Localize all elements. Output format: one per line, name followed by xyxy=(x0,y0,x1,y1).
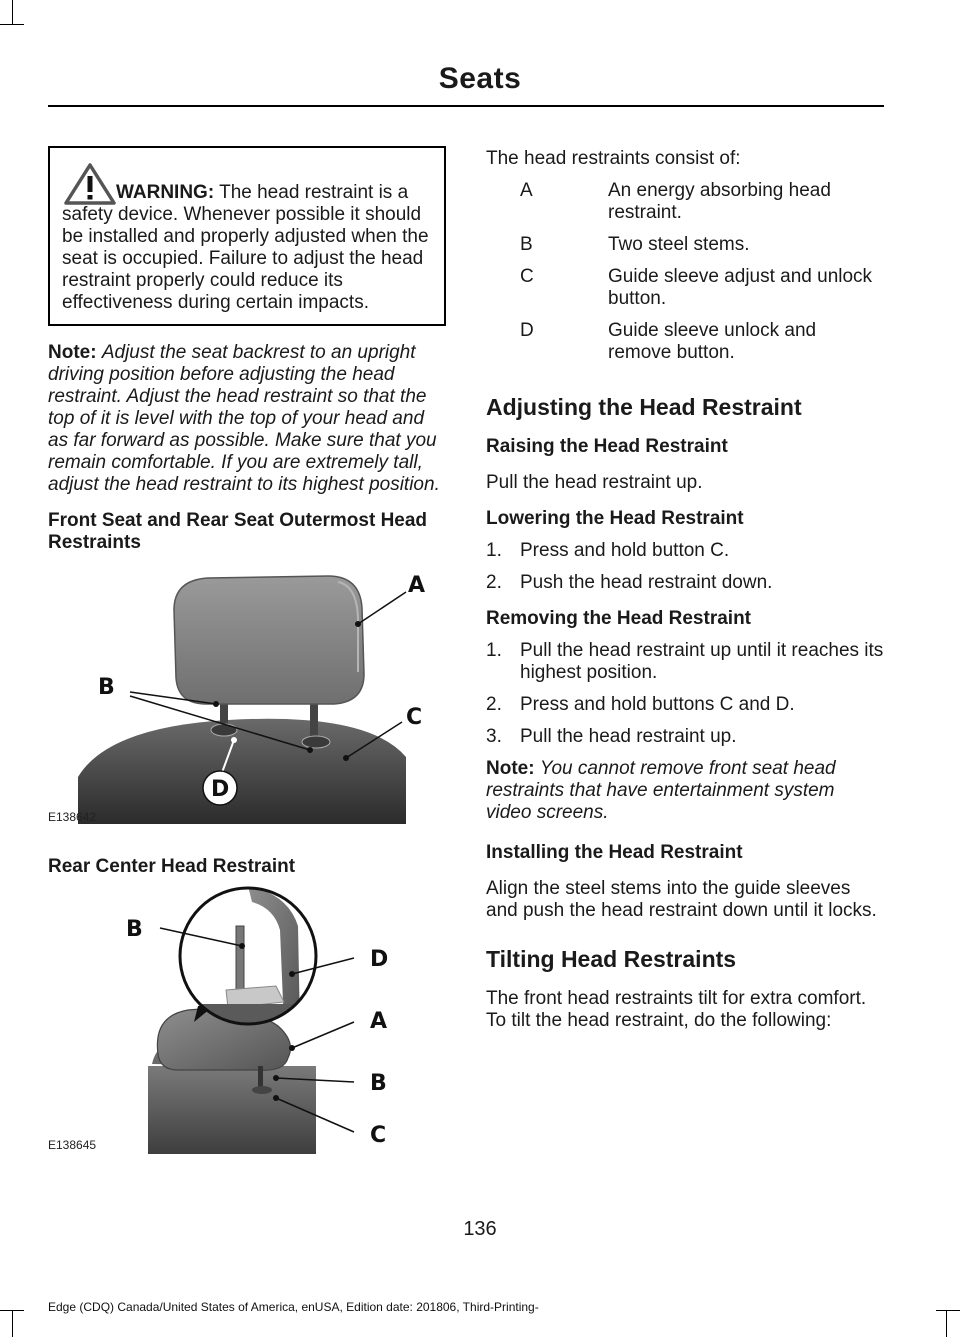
left-column xyxy=(48,146,446,1156)
crop-mark xyxy=(0,24,24,25)
note-label: Note: xyxy=(486,758,535,779)
crop-mark xyxy=(946,1310,947,1337)
definition-text: An energy absorbing head restraint. xyxy=(608,180,831,223)
page-number: 136 xyxy=(463,1218,497,1240)
title-divider xyxy=(48,105,884,107)
definition-text: Two steel stems. xyxy=(608,234,750,255)
rear-center-illustration xyxy=(48,886,446,1154)
step-item xyxy=(486,694,884,716)
definition-text: Guide sleeve adjust and unlock button. xyxy=(608,266,873,309)
note-text: You cannot remove front seat head restraints that have entertainment system video screens. xyxy=(486,758,836,823)
crop-mark xyxy=(12,0,13,24)
callout-d: D xyxy=(370,947,389,972)
definition-letter: A xyxy=(520,180,533,201)
step-number: 2. xyxy=(486,694,502,715)
tilting-text: The front head restraints tilt for extra comfort. To tilt the head restraint, do the following: xyxy=(486,988,867,1031)
step-item xyxy=(486,540,884,562)
tilting-heading: Tilting Head Restraints xyxy=(486,946,737,972)
front-head-restraint-illustration xyxy=(48,562,446,824)
figure-code: E138642 xyxy=(48,810,97,824)
note-text: Adjust the seat backrest to an upright driving position before adjusting the head restraint. Adjust the head restraint so that the top of it is level with the top of your head and as far forward as possible. Make sure that you remain comfortable. If you are extremely tall, adjust the head restraint to its highest position. xyxy=(48,342,440,495)
step-text: Pull the head restraint up until it reaches its highest position. xyxy=(520,640,884,683)
definition-text: Guide sleeve unlock and remove button. xyxy=(608,320,817,363)
warning-text: The head restraint is a safety device. Whenever possible it should be installed and properly adjusted when the seat is occupied. Failure to adjust the head restraint properly could reduce its effectiveness during certain impacts. xyxy=(62,182,429,313)
installing-text: Align the steel stems into the guide sleeves and push the head restraint down until it locks. xyxy=(486,878,877,921)
step-item xyxy=(486,572,884,594)
figure-code: E138645 xyxy=(48,1138,97,1152)
crop-mark xyxy=(0,1310,24,1311)
callout-a: A xyxy=(408,573,426,598)
consist-intro: The head restraints consist of: xyxy=(486,148,741,169)
note-seat-backrest xyxy=(48,342,446,496)
callout-c: C xyxy=(406,705,423,730)
step-item xyxy=(486,726,884,748)
lowering-heading: Lowering the Head Restraint xyxy=(486,508,744,529)
step-number: 3. xyxy=(486,726,502,747)
step-text: Press and hold buttons C and D. xyxy=(520,694,795,715)
definition-item xyxy=(486,266,884,310)
warning-triangle-icon xyxy=(64,162,116,206)
callout-b: B xyxy=(370,1071,387,1096)
crop-mark xyxy=(936,1310,960,1311)
rear-center-heading: Rear Center Head Restraint xyxy=(48,856,296,877)
definition-letter: D xyxy=(520,320,534,341)
step-number: 2. xyxy=(486,572,502,593)
footer-edition: Edge (CDQ) Canada/United States of America, enUSA, Edition date: 201806, Third-Printing- xyxy=(48,1300,539,1314)
page-title: Seats xyxy=(438,62,522,95)
installing-heading: Installing the Head Restraint xyxy=(486,842,743,863)
definition-item xyxy=(486,234,884,256)
definition-letter: B xyxy=(520,234,533,255)
callout-c: C xyxy=(370,1123,387,1148)
right-column xyxy=(486,146,884,1032)
adjusting-heading: Adjusting the Head Restraint xyxy=(486,394,802,420)
callout-b: B xyxy=(98,675,115,700)
note-video-screens xyxy=(486,758,884,824)
callout-a: A xyxy=(370,1009,388,1034)
definition-list xyxy=(486,180,884,364)
front-head-restraint-figure xyxy=(48,562,446,846)
step-number: 1. xyxy=(486,540,502,561)
step-text: Push the head restraint down. xyxy=(520,572,773,593)
front-head-restraint-heading: Front Seat and Rear Seat Outermost Head Restraints xyxy=(48,510,428,553)
callout-b: B xyxy=(126,917,143,942)
warning-label: WARNING: xyxy=(116,182,215,203)
definition-item xyxy=(486,320,884,364)
raising-heading: Raising the Head Restraint xyxy=(486,436,728,457)
step-text: Press and hold button C. xyxy=(520,540,730,561)
step-text: Pull the head restraint up. xyxy=(520,726,737,747)
note-label: Note: xyxy=(48,342,97,363)
callout-d: D xyxy=(211,777,230,802)
removing-heading: Removing the Head Restraint xyxy=(486,608,751,629)
warning-paragraph xyxy=(62,182,430,314)
definition-letter: C xyxy=(520,266,534,287)
step-number: 1. xyxy=(486,640,502,661)
definition-item xyxy=(486,180,884,224)
raising-text: Pull the head restraint up. xyxy=(486,472,703,493)
crop-mark xyxy=(12,1310,13,1337)
step-item xyxy=(486,640,884,684)
warning-box xyxy=(48,146,446,326)
rear-center-figure xyxy=(48,886,446,1156)
